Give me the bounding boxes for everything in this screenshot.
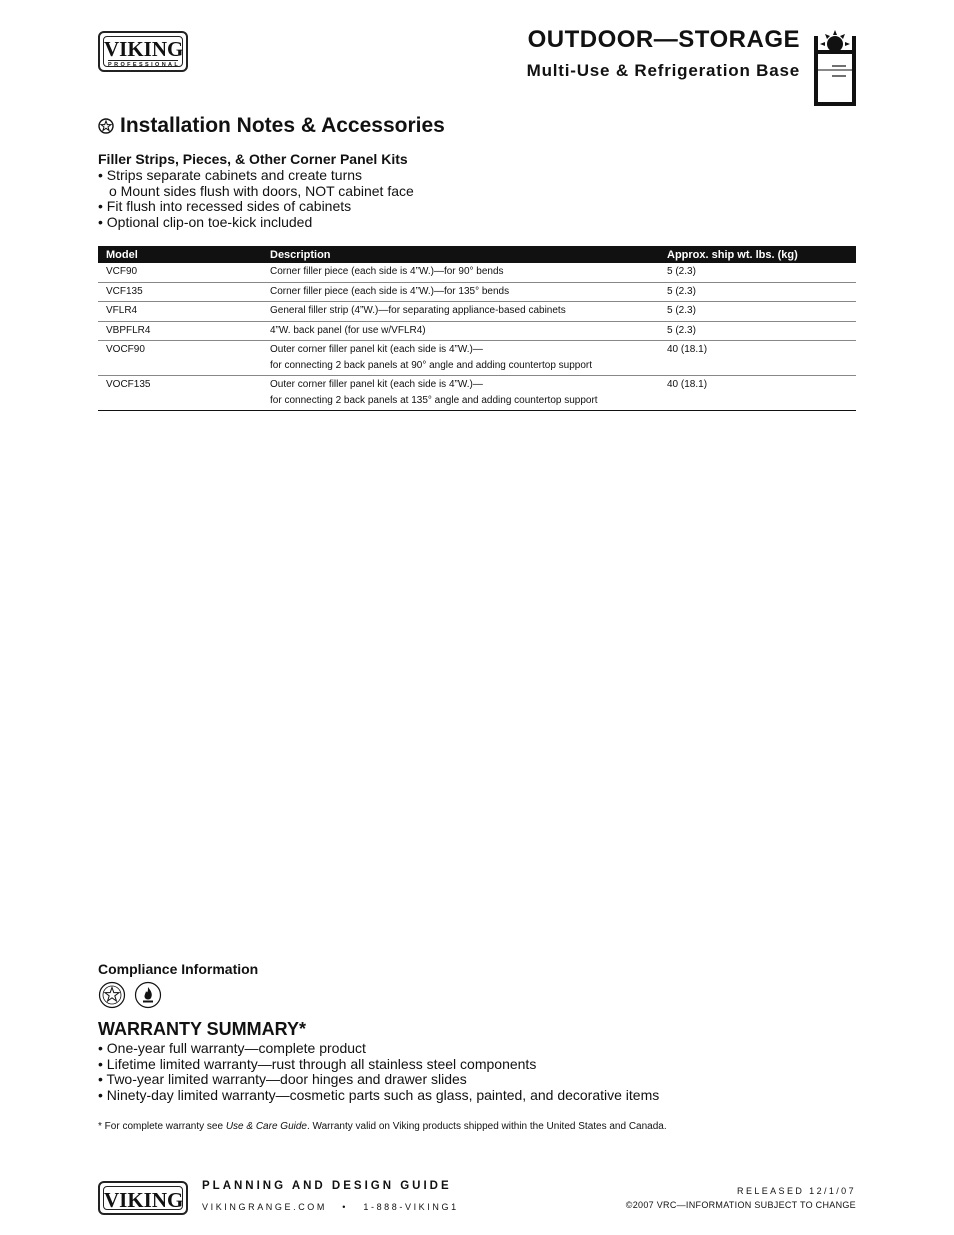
logo-wordmark: VIKING [104, 1188, 184, 1212]
cell-model: VOCF135 [98, 376, 262, 411]
page-title: OUTDOOR—STORAGE [527, 26, 800, 53]
table-row [98, 376, 856, 411]
description-line: General filler strip (4”W.)—for separating appliance-based cabinets [270, 305, 566, 316]
compliance-icons [98, 981, 162, 1009]
list-item: • Lifetime limited warranty—rust through all stainless steel components [98, 1055, 537, 1072]
list-item: • Fit flush into recessed sides of cabinets [98, 198, 352, 215]
logo-wordmark: VIKING [104, 37, 184, 61]
cell-description [262, 321, 659, 341]
star-circle-icon [98, 118, 114, 134]
column-header-description: Description [262, 246, 659, 263]
warranty-bullet-list [98, 1041, 659, 1103]
list-item: • Strips separate cabinets and create turns [98, 167, 363, 183]
cell-weight: 40 (18.1) [659, 376, 856, 411]
table-row [98, 263, 856, 282]
description-line: Corner filler piece (each side is 4”W.)—for 90° bends [270, 266, 504, 277]
warranty-footnote [98, 1121, 667, 1132]
list-item: • One-year full warranty—complete product [98, 1040, 366, 1056]
table-row [98, 282, 856, 302]
table-header-row [98, 246, 856, 263]
viking-logo [98, 31, 188, 72]
cell-weight: 5 (2.3) [659, 321, 856, 341]
logo-subtitle: PROFESSIONAL [108, 62, 181, 68]
footnote-guide-name: Use & Care Guide [225, 1121, 307, 1132]
section-title-text: Installation Notes & Accessories [120, 114, 445, 137]
table-row [98, 321, 856, 341]
ul-flame-icon [134, 981, 162, 1009]
accessories-table [98, 246, 856, 411]
footnote-text: * For complete warranty see [98, 1121, 226, 1132]
cell-weight: 40 (18.1) [659, 341, 856, 376]
cell-description [262, 282, 659, 302]
cell-model: VBPFLR4 [98, 321, 262, 341]
page-subtitle: Multi-Use & Refrigeration Base [526, 61, 800, 80]
footer-guide-title: PLANNING AND DESIGN GUIDE [202, 1180, 452, 1192]
footnote-text: . Warranty valid on Viking products shipped within the United States and Canada. [306, 1121, 667, 1132]
cell-description [262, 341, 659, 376]
list-item: • Optional clip-on toe-kick included [98, 213, 313, 230]
column-header-model: Model [98, 246, 262, 263]
filler-heading: Filler Strips, Pieces, & Other Corner Panel Kits [98, 151, 408, 167]
list-item: • Ninety-day limited warranty—cosmetic parts such as glass, painted, and decorative items [98, 1086, 660, 1103]
column-header-weight: Approx. ship wt. lbs. (kg) [659, 246, 856, 263]
cell-model: VOCF90 [98, 341, 262, 376]
outdoor-storage-icon [812, 30, 858, 108]
description-line: for connecting 2 back panels at 90° angle and adding countertop support [270, 359, 593, 371]
footer-release-date: RELEASED 12/1/07 [737, 1186, 856, 1196]
cell-weight: 5 (2.3) [659, 282, 856, 302]
footer-contact: VIKINGRANGE.COM • 1-888-VIKING1 [202, 1202, 459, 1212]
description-line: Corner filler piece (each side is 4”W.)—for 135° bends [270, 285, 510, 297]
cell-weight: 5 (2.3) [659, 263, 856, 282]
filler-bullet-list [98, 168, 414, 230]
cell-model: VCF135 [98, 282, 262, 302]
cell-weight: 5 (2.3) [659, 302, 856, 322]
description-line: 4”W. back panel (for use w/VFLR4) [270, 324, 426, 336]
description-line: Outer corner filler panel kit (each side is 4”W.)— [270, 344, 483, 355]
cell-model: VCF90 [98, 263, 262, 282]
viking-logo-footer [98, 1181, 188, 1215]
csa-star-icon [98, 981, 126, 1009]
cell-description [262, 302, 659, 322]
table-row [98, 341, 856, 376]
footer-copyright: ©2007 VRC—INFORMATION SUBJECT TO CHANGE [625, 1200, 856, 1210]
cell-description [262, 263, 659, 282]
compliance-heading: Compliance Information [98, 961, 259, 977]
section-title [98, 114, 445, 138]
cell-description [262, 376, 659, 411]
description-line: for connecting 2 back panels at 135° angle and adding countertop support [270, 394, 598, 406]
description-line: Outer corner filler panel kit (each side is 4”W.)— [270, 379, 483, 390]
table-row [98, 302, 856, 322]
list-item: o Mount sides flush with doors, NOT cabinet face [109, 182, 414, 199]
warranty-heading: WARRANTY SUMMARY* [98, 1019, 307, 1039]
cell-model: VFLR4 [98, 302, 262, 322]
list-item: • Two-year limited warranty—door hinges and drawer slides [98, 1071, 467, 1088]
